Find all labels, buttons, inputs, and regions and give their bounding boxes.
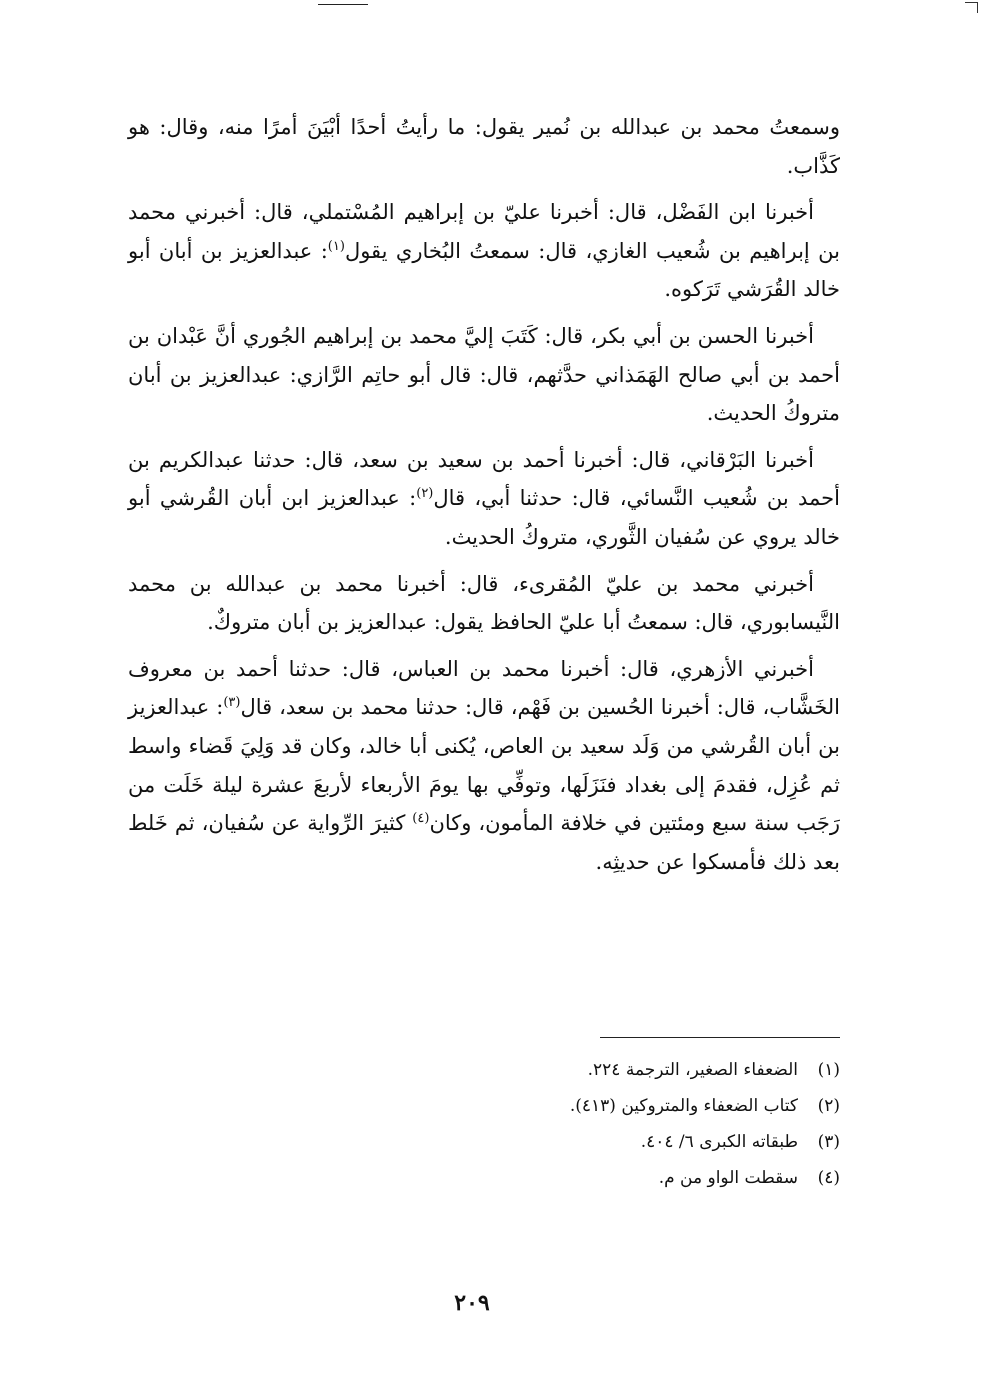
- paragraph-6: [128, 650, 840, 882]
- paragraph-text: كثيرَ الرِّواية عن سُفيان، ثم خَلط بعد ذلك فأمسكوا عن حديثِه.: [128, 811, 840, 874]
- footnote-4: [400, 1160, 840, 1196]
- footnote-text: الضعفاء الصغير، الترجمة ٢٢٤.: [587, 1060, 798, 1080]
- footnote-text: طبقاته الكبرى ٦/ ٤٠٤.: [640, 1132, 798, 1152]
- paragraph-text: أخبرنا الحسن بن أبي بكر، قال: كَتَبَ إليَّ محمد بن إبراهيم الجُوري أنَّ عَبْدان بن أحمد بن أبي صالح الهَمَذاني حدَّثهم، قال: قال أبو حاتِم الرَّازي: عبدالعزيز بن أبان متروكُ الحديث.: [128, 323, 840, 426]
- paragraph-text: وسمعتُ محمد بن عبدالله بن نُمير يقول: ما رأيتُ أحدًا أبْيَنَ أمرًا منه، وقال: هو كَذَّاب.: [128, 115, 840, 178]
- page-number: ٢٠٩: [454, 1290, 490, 1316]
- paragraph-text: : عبدالعزيز بن أبان القُرشي من وَلَد سعيد بن العاص، يُكنى أبا خالد، وكان قد وَلِيَ قَضاء واسط ثم عُزِل، فقدمَ إلى بغداد فنَزَلَها، وتوفِّي بها يومَ الأربعاء لأربعَ عشرة ليلة خَلَت من رَجَب سنة سبع ومئتين في خلافة المأمون، وكان: [128, 695, 840, 836]
- corner-mark: [965, 2, 978, 13]
- footnote-number: (٣): [817, 1132, 840, 1152]
- footnote-ref-1: (١): [327, 238, 345, 254]
- paragraph-text: : عبدالعزيز ابن أبان القُرشي أبو خالد يروي عن سُفيان الثَّوري، متروكُ الحديث.: [128, 486, 840, 549]
- footnote-text: سقطت الواو من م.: [658, 1168, 798, 1188]
- footnote-ref-4: (٤): [412, 811, 430, 827]
- footnote-2: [400, 1088, 840, 1124]
- footnote-ref-3: (٣): [223, 695, 241, 711]
- paragraph-text: أخبرنا البَرْقاني، قال: أخبرنا أحمد بن سعيد بن سعد، قال: حدثنا عبدالكريم بن أحمد بن شُعيب النَّسائي، قال: حدثنا أبي، قال: [128, 447, 841, 511]
- paragraph-text: أخبرنا ابن الفَضْل، قال: أخبرنا عليّ بن إبراهيم المُسْتملي، قال: أخبرني محمد بن إبراهيم بن شُعيب الغازي، قال: سمعتُ البُخاري يقول: [128, 200, 840, 263]
- main-text: [128, 108, 840, 889]
- footnote-text: كتاب الضعفاء والمتروكين (٤١٣).: [569, 1096, 798, 1116]
- paragraph-1: [128, 108, 840, 185]
- footnote-ref-2: (٢): [416, 486, 434, 502]
- footnote-number: (٤): [817, 1168, 840, 1188]
- paragraph-4: [128, 441, 840, 557]
- paragraph-text: أخبرني الأزهري، قال: أخبرنا محمد بن العباس، قال: حدثنا أحمد بن معروف الخَشَّاب، قال: أخبرنا الحُسين بن فَهْم، قال: حدثنا محمد بن سعد، قال: [128, 656, 840, 720]
- footnote-number: (٢): [817, 1096, 840, 1116]
- footnote-1: [400, 1052, 840, 1088]
- footnotes: [400, 1052, 840, 1196]
- footnote-3: [400, 1124, 840, 1160]
- paragraph-text: أخبرني محمد بن عليّ المُقرىء، قال: أخبرنا محمد بن عبدالله بن محمد النَّيسابوري، قال: سمعتُ أبا عليّ الحافظ يقول: عبدالعزيز بن أبان متروكٌ.: [128, 571, 840, 635]
- top-rule: [318, 4, 368, 5]
- paragraph-2: [128, 193, 840, 309]
- footnote-number: (١): [817, 1060, 840, 1080]
- paragraph-3: [128, 317, 840, 433]
- paragraph-5: [128, 565, 840, 642]
- footnote-divider: [600, 1037, 840, 1038]
- paragraph-text: : عبدالعزيز بن أبان أبو خالد القُرَشي تَرَكوه.: [128, 238, 840, 302]
